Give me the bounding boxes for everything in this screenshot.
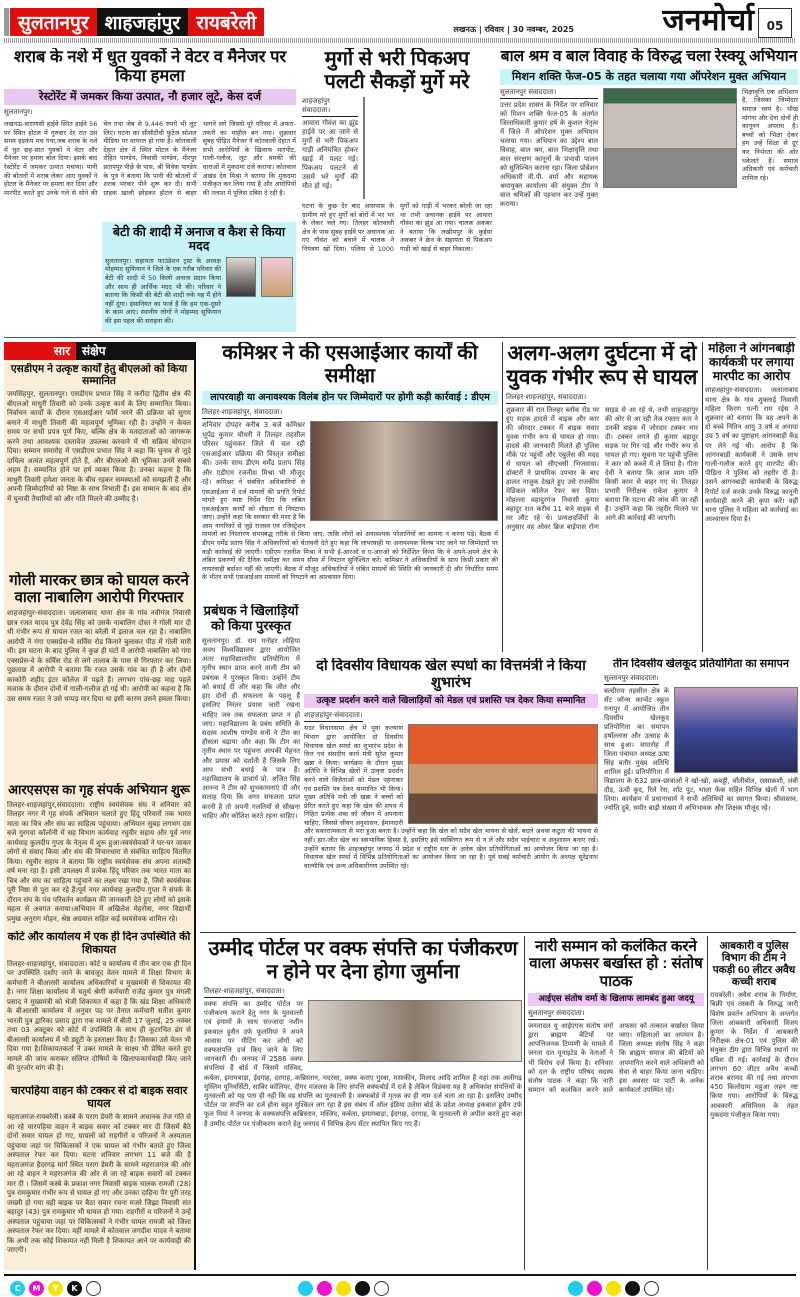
photo-waqf-meeting <box>308 1000 522 1062</box>
column-rule <box>707 936 708 1270</box>
black-dot <box>625 1281 640 1296</box>
story-waqf-registration <box>204 938 522 1270</box>
story-body: शुक्रवार की रात तिलहर ब्लॉक रोड पर हुए सड़क हादसे में बाइक और कार की जोरदार टक्कर में बाइक सवार युवक गंभीर रूप से घायल हो गया। हादसे की जानकारी मिलते ही पुलिस मौके पर पहुंची और एंबुलेंस की मदद से घायल को सीएचसी भिजवाया। डॉक्टरों ने प्राथमिक उपचार के बाद हालत नाजुक देखते हुए उसे राजकीय मेडिकल कॉलेज रेफर कर दिया। मोहल्ला बहादुरगंज निवासी कुमार बहादुर रात करीब 11 बजे बाइक से घर लौट रहे थे। प्रत्यक्षदर्शियों के अनुसार वह ओवर ब्रिज बाईपास रॉन्ग साइड से आ रहे थे, तभी शाहजहांपुर की ओर से आ रही तेज रफ्तार कार ने उनकी बाइक में जोरदार टक्कर मार दी। टक्कर लगते ही कुमार बहादुर सड़क पर गिर पड़े और गंभीर रूप से घायल हो गए। सूचना पर पहुंची पुलिस ने कार को कब्जे में ले लिया है। गीता देवी ने बताया कि आज शाम पति किसी काम से बाहर गए थे। तिलहर प्रभारी निरीक्षक राकेश कुमार ने बताया कि घटना की जांच की जा रही है। उन्होंने कहा कि तहरीर मिलने पर आगे की कार्रवाई की जाएगी। <box>506 406 698 532</box>
subheadline-dm-warning: लापरवाही या अनावश्यक विलंब होन पर जिम्मेदारों पर होगी कड़ी कार्रवाई : डीएम <box>202 391 498 405</box>
headline-daughter-wedding-help: बेटी की शादी में अनाज व कैश से किया मदद <box>112 225 286 254</box>
story-manager-rewards <box>202 604 300 930</box>
column-rule <box>702 342 703 652</box>
headline-rss-campaign: आरएसएस का गृह संपर्क अभियान शुरू <box>8 782 190 797</box>
story-body: जनतादल यू आईएएस संतोष वर्मा द्वारा ब्राह्मण बेटियों पर आपत्तिजनक टिप्पणी के मामले में जनता दल यूनाइटेड के नेताओं ने भी विरोध दर्ज किया है। शनिवार को दल के राष्ट्रीय परिषद सदस्य संतोष पाठक ने कहा कि नारी सम्मान को कलंकित करने वाले अफसर को तत्काल बर्खास्त किया जाए। महिलाओं का अपमान है। जिला अध्यक्ष संतोष सिंह ने कहा कि ब्राह्मण समाज की बेटियों को अपमानित करने वाले अधिकारी को सेवा से बाहर किया जाना चाहिए। इस अवसर पर पार्टी के अनेक कार्यकर्ता उपस्थित रहे। <box>528 1021 704 1095</box>
headline-illegal-liquor-seized: आबकारी व पुलिस विभाग की टीम ने पकड़ी 60 लीटर अवैध कच्ची शराब <box>712 940 796 989</box>
headline-waqf-registration: उम्मीद पोर्टल पर वक्फ संपत्ति का पंजीकरण न होने पर देना होगा जुर्माना <box>208 938 518 983</box>
cmyk-registration-left <box>10 1278 105 1297</box>
cyan-dot <box>568 1281 583 1296</box>
story-officer-dismissal <box>528 938 704 1270</box>
byline: तिलहर-शाहजहांपुर, संवाददाता। <box>506 393 586 404</box>
headline-sports-competition-closing: तीन दिवसीय खेलकूद प्रतियोगिता का समापन <box>612 658 789 670</box>
photo-officials-group <box>603 88 737 188</box>
subheadline-jdu-protest: आईएस संतोष वर्मा के खिलाफ लामबंद हुआ जदयू <box>528 993 704 1006</box>
story-sports-closing <box>604 658 798 930</box>
story-body: सदर विधानसभा क्षेत्र में युवा कल्याण विभाग द्वारा आयोजित दो दिवसीय विधायक खेल स्पर्धा का शुभारंभ प्रदेश के वित्त एवं संसदीय कार्य मंत्री सुरेश कुमार खन्ना ने किया। कार्यक्रम के दौरान मुख्य अतिथि ने विभिन्न खेलों में उत्कृष्ट प्रदर्शन करने वाले विजेताओं को मेडल पहनाकर एवं प्रशस्ति पत्र देकर सम्मानित भी किया। मुख्य अतिथि मंत्री जी खन्ना ने बच्चों को प्रेरित करते हुए कहा कि खेल की शपथ में निहित प्रत्येक शब्द को जीवन में अपनाना चाहिए, जिससे जीवन अनुशासन, ईमानदारी और सकारात्मकता से भरा हुआ बनता है। उन्होंने कहा कि खेल को सदैव खेल भावना से खेलें, बदले अथवा कटुता की भावना से नहीं। हार-जीत खेल का स्वाभाविक हिस्सा है, इसलिए इसे व्यक्तिगत रूप से न लें और सदैव भाईचारा व अनुशासन बनाए रखें। उन्होंने बताया कि शाहजहांपुर जनपद में प्रदेश व राष्ट्रीय स्तर के अनेक खेल प्रतियोगिताओं का आयोजन किया जा रहा है। विधायक खेल स्पर्धा में विभिन्न प्रतियोगिताओं का आयोजन किया जा रहा है। पूर्व सबई कर्मचारी आयोग के अध्यक्ष सुरेंद्रनाथ वाल्मीकि एवं अन्य अधिकारीगण उपस्थित रहे। <box>304 724 598 870</box>
headline-mla-sports-competition: दो दिवसीय विधायक खेल स्पर्धा का वित्तमंत्री ने किया शुभारंभ <box>316 658 586 691</box>
registration-mark-icon <box>86 1281 101 1296</box>
byline: तिलहर-शाहजहांपुर, संवाददाता। <box>204 987 284 998</box>
yellow-dot <box>606 1281 621 1296</box>
photo-students-sports <box>674 687 798 773</box>
magenta-dot <box>317 1281 332 1296</box>
section-divider <box>200 932 796 933</box>
byline: सुलतानपुर संवाददाता। <box>528 1009 584 1020</box>
masthead-left-bar <box>4 8 9 36</box>
story-text-wrap <box>604 687 798 930</box>
story-mla-sports <box>304 658 598 930</box>
section-tab-raebareli: रायबरेली <box>188 8 264 36</box>
story-illegal-liquor <box>710 940 798 1270</box>
byline: सुल्तानपुर संवाददाता। <box>604 674 659 685</box>
footer-rule <box>4 1274 796 1276</box>
story-body: महराजगंज-रायबरेली। कस्बे के पराग डेयरी के सामने अचानक तेज गति से आ रहे चारपहिया वाहन ने बाइक सवार को टक्कर मार दी जिसमें बैठे दोनों सवार घायल हो गए, घायलों को राहगीरों व परिजनों ने अस्पताल पहुंचाया जहां पर चिकित्सकों ने एक घायल को गंभीर बताते हुए जिला अस्पताल रेफर कर दिया। घटना शनिवार लगभग 11 बजे की है महराजगंज हैदरगढ़ मार्ग स्थित पराग डेयरी के सामने महराजगंज की ओर आ रहे वाहन ने महराजगंज की ओर से जा रहे बाइक सवारों को टक्कर मार दी । जिसमें कस्बे के प्रकाश नगर निवासी बाइक चालक रामजी (28) पुत्र रामकुमार गंभीर रूप से घायल हो गए और उनका दाहिना पैर पूरी तरह जख्मी हो गया वही बाइक पर बैठा सवार रचना मजरे जिझा निवासी संत बहादुर (43) पुत्र रामकुमार भी घायल हो गया। राहगीरों व परिजनों ने उन्हें अस्पताल पहुंचाया जहां पर चिकित्सकों ने गंभीर घायल रामजी को जिला अस्पताल रेफर कर दिया। वहीं मामले में कोतवाल जगदीश यादव ने बताया कि अभी तक कोई शिकायत नहीं मिली है शिकायत आने पर कार्यवाही की जाएगी। <box>7 1113 191 1255</box>
cmyk-y-dot: Y <box>48 1281 63 1296</box>
help-box-body: सुलतानपुर। सहायता फाउंडेशन ट्रस्ट के अध्यक्ष मोहम्मद सुफियान ने जिले के एक गरीब परिवार की बेटी की शादी में 50 किलो अनाज प्रदान किया और साथ ही आर्थिक मदद भी की। परिवार ने बताया कि किसी की बेटी की शादी रुके यह मैं होने नहीं दूंगा। इंसानियत का फर्ज है कि हम एक-दूसरे के काम आएं। स्थानीय लोगों ने मोहम्मद सुफियान की इस पहल की सराहना की। <box>105 256 221 325</box>
sar-title-red: सार <box>4 342 76 360</box>
headline-anganwadi-assault: महिला ने आंगनबाड़ी कार्यकत्री पर लगाया मारपीट का आरोप <box>708 342 795 383</box>
story-liquor-attack <box>4 48 296 220</box>
story-body: शाहजहांपुर-संवाददाता। जलालाबाद थाना क्षेत्र के गांव शुक्लाई निवासी महिला किरण पत्नी राम रईस ने शुक्रवार को बताया कि वह अपने के दो बच्चे नितिन आयु 3 वर्ष व अनाया उम्र 5 वर्ष का पुष्टाहार आंगनबाड़ी केंद्र पर लेने गई थी। आरोप है कि आंगनबाड़ी कार्यकत्री ने उसके साथ गाली-गलौज करते हुए मारपीट की। पीड़िता ने पुलिस को तहरीर दी है। उसने आंगनबाड़ी कार्यकत्री के विरुद्ध रिपोर्ट दर्ज करके उनके विरुद्ध कानूनी कार्यवाही करने की कृपा करें। वहीं थाना पुलिस ने महिला को कार्रवाई का आश्वासन दिया है। <box>705 386 798 524</box>
headline-court-office-attendance: कोर्ट और कार्यालय में एक ही दिन उपस्थिति की शिकायत <box>7 931 191 956</box>
story-body: तिलहर-शाहजहांपुर,संवाददाता। राष्ट्रीय स्वयंसेवक संघ ने शनिवार को तिलहर नगर में गृह संपर्क अभियान चलाते हुए हिंदू परिवारों तक भारत माता का चित्र और संघ का साहित्य पहुंचाया। अभियान सुबह लगभग दस बजे गुरगवां कॉलोनी में सह विभाग कार्यवाह रघुवीर सहाय और पूर्व नगर कार्यवाह कुलदीप गुप्ता के नेतृत्व में शुरू हुआ।स्वयंसेवकों ने घर-घर जाकर लोगों से संवाद किया और संघ की विचारधारा से संबंधित साहित्य वितरित किया। रघुवीर सहाय ने बताया कि राष्ट्रीय स्वयंसेवक संघ अपना शताब्दी वर्ष मना रहा है। इसी उपलक्ष्य में प्रत्येक हिंदू परिवार तक भारत माता का चित्र और संघ का साहित्य पहुंचाने का लक्ष्य रखा गया है, जिसे स्वयंसेवक पूरी निष्ठा से पूरा कर रहे हैं।पूर्व नगर कार्यवाह कुलदीप गुप्ता ने संपर्क के दौरान संघ के पंच परिवर्तन कार्यक्रम की जानकारी देते हुए लोगों को इसके महत्व से अवगत कराया।अभियान में अखिलेश मेहरोत्रा, नगर विद्यार्थी प्रमुख अनुराग मोहन, श्रेष्ठ अग्रवाल सहित कई स्वयंसेवक शामिल रहे। <box>7 800 191 923</box>
black-dot <box>355 1281 370 1296</box>
story-lead: आवारा गौवंश का झुंड हाईवे पर आ जाने से मुर्गों से भरी पिकअप गाड़ी अनियंत्रित होकर खाई में पलट गई। पिकअप पलटने से उसमें भरे मुर्गों की मौत हो गई। <box>302 119 358 190</box>
cmyk-k-dot: K <box>67 1281 82 1296</box>
magenta-dot <box>587 1281 602 1296</box>
story-text-wrap <box>202 421 498 600</box>
section-tab-sultanpur: सुलतानपुर <box>10 8 97 36</box>
help-box <box>102 222 296 332</box>
headline-manager-rewards-players: प्रबंधक ने खिलाड़ियों को किया पुरस्कृत <box>203 604 299 633</box>
yellow-dot <box>336 1281 351 1296</box>
registration-mark-icon <box>644 1281 659 1296</box>
headline-officer-dismissal-demand: नारी सम्मान को कलंकित करने वाला अफसर बर्खास्त हो : संतोष पाठक <box>529 938 703 990</box>
story-body: रायबरेली। अवैध शराब के निर्माण, बिक्री एवं तस्करी के विरुद्ध जारी विशेष प्रवर्तन अभियान के अन्तर्गत जिला आबकारी अधिकारी विजय कुमार के निर्देश में आबकारी निरीक्षक क्षेत्र-01 एवं पुलिस की संयुक्त टीम द्वारा विभिन्न स्थानों पर दबिश दी गई। कार्रवाई के दौरान लगभग 60 लीटर अवैध कच्ची शराब बरामद की गई तथा लगभग 450 किलोग्राम महुआ लहन नष्ट किया गया। आरोपियों के विरुद्ध आबकारी अधिनियम के तहत मुकदमा पंजीकृत किया गया। <box>710 991 798 1119</box>
column-rule <box>524 936 525 1270</box>
byline: तिलहर-शाहजहांपुर, संवाददाता। <box>202 408 282 419</box>
sar-title-black: संक्षेप <box>76 342 194 360</box>
story-commissioner <box>202 342 498 600</box>
story-body: तिलहर-शाहजहांपुर, संवाददाता। कोर्ट व कार्यालय में तीन बार एक ही दिन पर उपस्थिति दर्शाए जाने के बावजूद वेतन मामले में शिक्षा विभाग के कर्मचारी ने बीआरसी कार्यालय अधिकारियों व मुख्यमंत्री से शिकायत की है। नगर शिक्षा कार्यालय में चतुर्थ श्रेणी कर्मचारी राजेंद्र कुमार पुत्र मंगली प्रसाद ने मुख्यमंत्री को भेजी शिकायत में कहा है कि खंड शिक्षा अधिकारी के बीआरसी कार्यालय में अनुचर पद पर तैनात कर्मचारी सतीश कुमार भारती पुत्र द्वारिका प्रसाद द्वारा एक मामले में बीती 17 जुलाई, 25 नवंबर तथा 03 अक्टूबर को कोर्ट में उपस्थिति के साथ ही कूटरचित ढंग से बीआरसी कार्यालय में भी ड्यूटी के हस्ताक्षर किए हैं। जिसका उसे वेतन भी दिया गया है।शिकायतकर्ता ने उक्त मामले के साक्ष्य भी प्रेषित करते हुए मामले की जांच कराकर संलिप्त दोषियों के खिलाफकार्यवाही किए जाने की पुरजोर मांग की है। <box>7 959 191 1073</box>
photo-grain-sack <box>261 257 293 297</box>
headline-liquor-attack: शराब के नशे में धुत युवकों ने वेटर व मैनेजर पर किया हमला <box>13 48 287 85</box>
photo-commissioner-meeting <box>310 421 498 521</box>
story-body: कमिश्नर ने संबंधित अधिकारियों से एसआईआर में दर्ज मामलों की प्रगति रिपोर्ट मांगते हुए स्पष्ट निर्देश दिए कि लंबित एसआईआर कार्यों को शीघ्रता से निपटाया जाए। उन्होंने कहा कि सरकार की मंशा है कि आम नागरिकों से जुड़े राजस्व एवं रजिस्ट्रेशन मामलों का निस्तारण समयबद्ध तरीके से किया जाए, ताकि लोगों को अनावश्यक परेशानियों का सामना न करना पड़े। बैठक में डीएम धर्मेंद्र प्रताप सिंह ने अधिकारियों को चेतावनी देते हुए कहा कि लापरवाही या अनावश्यक विलंब पाए जाने पर जिम्मेदारों पर कड़ी कार्रवाई की जाएगी। एडीएम रजनीश मिश्रा ने सभी ई-आरओ व ए-आरओ को निर्देशित किया कि वे अपने-अपने क्षेत्र के लंबित प्रकरणों की दैनिक समीक्षा कर समय सीमा में निपटान सुनिश्चित करें। कमिश्नर ने अधिकारियों के साथ किसी प्रकार की लापरवाही बर्दाश्त नहीं की जाएगी। बैठक में मौजूद अधिकारियों ने लंबित मामलों की स्थिति की जानकारी दी और निर्धारित समय के भीतर सभी एसआईआर मामलों को निपटाने का आश्वासन दिया। <box>202 478 498 582</box>
subheadline-liquor-attack: रेस्टोरेंट में जमकर किया उत्पात, नौ हजार लूटे, केस दर्ज <box>4 89 296 105</box>
page-number: 05 <box>758 8 792 38</box>
registration-mark-icon <box>374 1281 389 1296</box>
sar-column <box>4 342 196 1270</box>
headline-four-wheeler-collision: चारपहिया वाहन की टक्कर से दो बाइक सवार घायल <box>10 1085 188 1110</box>
story-pickup-overturned <box>302 48 492 334</box>
cmyk-c-dot: C <box>10 1281 25 1296</box>
story-text-wrap <box>204 1000 522 1270</box>
cmyk-registration-right <box>568 1278 663 1297</box>
story-text-wrap <box>304 724 598 930</box>
story-body: शाहजहांपुर-संवाददाता। जलालाबाद थाना क्षेत्र के गांव नवीगंज निवासी छात्र रजत यादव पुत्र देवेंद्र सिंह को उसके नाबालिग दोस्त ने गोली मार दी थी गंभीर रूप से घायल रजत का बरेली में इलाज चल रहा है। नाबालिग आरोपी ने गंगा एक्सप्रेस-वे सर्विस रोड किनारे बुलाकर पीठ में गोली मारी थी। इस घटना के बाद पुलिस ने कुछ ही घंटों में आरोपी नाबालिग को गंगा एक्सप्रेस-वे के सर्विस रोड से लगे तालाब के पास से गिरफ्तार कर लिया। पूछताछ में आरोपी ने बताया कि रजत उसके गांव का ही है और दोनों काकोरी शहीद इंटर कॉलेज में पढ़ते हैं। लगभग पांच-छह माह पहले मजाक के दौरान दोनों में गाली-गलौज हो गई थी। आरोपी का कहना है कि उस समय रजत ने उसे थप्पड़ मार दिया था इसी कारण उसने हमला किया। <box>7 609 191 703</box>
photo-accident-site <box>363 97 365 199</box>
cmyk-registration-center <box>298 1278 393 1297</box>
cmyk-m-dot: M <box>29 1281 44 1296</box>
cyan-dot <box>298 1281 313 1296</box>
section-tabs <box>10 8 264 36</box>
section-tab-shahjahanpur: शाहजहांपुर <box>97 8 189 36</box>
headline-commissioner-sir-review: कमिश्नर ने की एसआईआर कार्यों की समीक्षा <box>222 342 478 387</box>
story-body: बल्दीराय तहसील क्षेत्र के सेंट जॉन्स कान्वेंट स्कूल गनापुर में आयोजित तीन दिवसीय खेलकूद प्रतियोगिता का समापन हर्षोल्लास और उत्साह के साथ हुआ। समारोह में जिला पंचायत अध्यक्ष ऊषा सिंह बतौर मुख्य अतिथि शामिल हुईं। प्रतियोगिता में विद्यालय के 632 छात्र-छात्राओं ने खो-खो, कबड्डी, वॉलीबॉल, रस्साकशी, लंबी दौड़, ऊंची कूद, रिले रेस, शॉट पुट, भाला फेंक सहित विभिन्न खेलों में भाग लिया। कार्यक्रम में प्रधानाचार्य ने सभी अतिथियों का स्वागत किया। श्रीवास्तव, ज्योति दुबे, समीर बाढ़ी संख्या में अभिभावक और शिक्षक मौजूद रहे। <box>604 686 798 812</box>
byline: शाहजहांपुर-संवाददाता। <box>304 711 363 722</box>
story-two-accidents <box>506 342 698 652</box>
headline-child-labour-rescue: बाल श्रम व बाल विवाह के विरुद्ध चला रेस्क्यू अभियान <box>500 48 798 65</box>
newspaper-logo: जनमोर्चा <box>662 3 754 38</box>
story-anganwadi-assault <box>705 342 798 652</box>
headline-sdm-blo: एसडीएम ने उत्कृष्ट कार्यों हेतु बीएलओ को किया सम्मानित <box>10 363 188 388</box>
story-body-continued <box>6 225 98 331</box>
subheadline-medals-awarded: उत्कृष्ट प्रदर्शन करने वाले खिलाड़ियों को मेडल एवं प्रशस्ति पत्र देकर किया सम्मानित <box>304 694 598 708</box>
story-lead: शनिवार दोपहर करीब 3 बजे कमिश्नर भूपेंद्र कुमार चौधरी ने तिलहर तहसील परिसर पहुंचकर जिले में चल रही एसआईआर प्रक्रिया की विस्तृत समीक्षा की। उनके साथ डीएम धर्मेंद्र प्रताप सिंह और एडीएम रजनीश मिश्रा भी मौजूद रहे। <box>202 421 305 486</box>
story-body: जयसिंहपुर, सुलतानपुर। एसडीएम प्रभात सिंह ने करौंदा द्वितीय क्षेत्र की बीएलओ माधुरी तिवारी को उनके उत्कृष्ट कार्य के लिए सम्मानित किया। निर्वाचन कार्यों के दौरान एसआईआर फॉर्म भरने की प्रक्रिया को सुगम बनाने में माधुरी तिवारी की महत्वपूर्ण भूमिका रही है। उन्होंने न केवल समय पर सभी प्रपत्र पूर्ण किए, बल्कि क्षेत्र के मतदाताओं को जागरूक करने तथा आवश्यक दस्तावेज उपलब्ध करवाने में भी सक्रिय योगदान दिया। सम्मान समारोह में एसडीएम प्रभात सिंह ने कहा कि चुनाव से जुड़े दायित्व अत्यंत महत्वपूर्ण होते हैं, और बीएलओ की भूमिका उनमें सबसे अहम है। सम्मानित होने पर हर्ष व्यक्त किया है। उनका कहना है कि माधुरी तिवारी हमेशा जनता के बीच रहकर समस्याओं को समझती हैं और अपनी जिम्मेदारियों को निष्ठा के साथ निभाती हैं। इस सम्मान के बाद क्षेत्र में चुनावी तैयारियों को और गति मिलने की उम्मीद है। <box>7 390 191 503</box>
story-body: सुलतानपुर। डॉ. राम मनोहर लोहिया अवध विश्वविद्यालय द्वारा आयोजित अंतर महाविद्यालयीय प्रतियोगिता में तृतीय स्थान प्राप्त करने वाली टीम को प्रबंधक ने पुरस्कृत किया। उन्होंने टीम को बधाई दी और कहा कि जीत और हार दोनों ही सफलता के पहलू हैं इसलिए निरंतर प्रयास जारी रखना चाहिए जब तक सफलता प्राप्त न हो जाए। महाविद्यालय के प्रबंध समिति के सदस्य आशीष पाण्डेय सनी ने टीम का हौसला बढ़ाया और कहा कि टीम का तृतीय स्थान पर पहुंचना आपकी मेहनत और प्रयास को दर्शाती है जिसके लिए आप सभी बधाई के पात्र हैं। महाविद्यालय के प्राचार्य प्रो. अजित सिंह आनन्द ने टीम को शुभकामनाएं दी और सलाह दिया कि अगर सफलता प्राप्त करनी है तो अपनी गलतियों से सीखना चाहिए और कोशिश करते रहना चाहिए। <box>202 636 300 820</box>
photo-minister-stage <box>408 724 598 824</box>
story-side-column: भिक्षावृत्ति एक अभिशाप है, जिसका जिम्मेदार समाज स्वयं है। भीख मांगना और देना दोनों ही कानूनन अपराध है। बच्चों को भिक्षा देकर हम उन्हें शिक्षा से दूर कर निर्भरता की ओर धकेलते हैं। समाज अधिकारी एवं कर्मचारी शामिल रहे। <box>742 87 798 182</box>
headline-pickup-overturned: मुर्गो से भरी पिकअप पलटी सैकड़ों मुर्गे मरे <box>324 48 470 93</box>
story-body: वक्फ संपत्ति का उम्मीद पोर्टल पर पंजीकरण कराने हेतु नगर के मुतवल्ली एवं इमामों के साथ सज्जादा नशीन इकबाल हुसैन उर्फ फूलमियां ने अपने आवास पर मीटिंग कर लोगों को वक्फसंपत्ति दर्ज किए जाने के लिए जानकारी दी। जनपद में 2586 वक्फ संपत्तियां हैं बोर्ड में जिसमें मस्जिद, कर्बला, इमामबाड़ा, ईदगाह, दरगाह, कब्रिस्तान, मदरसा, वक्फ कराए गुरबा, मसाकीन, मिलाद आदि शामिल हैं यहां तक अलीगढ़ मुस्लिम यूनिवर्सिटी, साबिर कॉलियर, दीगर मजलस के लिए संपत्ति वक्फबोर्ड में दर्ज है लेकिन विडंबना यह है अधिकांश संपत्तियों के मुतवल्ली को यह पता ही नहीं कि वह संपत्ति का मुतवल्ली है। वक्फबोर्ड में मृतक का ही नाम दर्ज चला आ रहा है। इसलिए उम्मीद पोर्टल पर संपत्ति का दर्ज होना बहुत मुश्किल लग रहा है इस संबंध में ऑल इंडिया उलेमा बोर्ड के प्रदेश अध्यक्ष इकबाल हुसैन उर्फ फूल मियां ने जनपद के वक्फसंपत्ति कब्रिस्तान, मस्जिद, कर्बला, इमामबाड़ा, ईदगाह, दरगाह, के मुतवल्ली से अपील करते हुए कहा है उम्मीद पोर्टल पर पंजीकरण कराने हेतु जनपद में विभिन्न हेल्प सेंटर स्थापित किए गए हैं। <box>204 1000 522 1128</box>
photo-portrait <box>226 257 256 297</box>
story-body: घटना के कुछ देर बाद आसपास के ग्रामीण मरे हुए मुर्गों को बोरों में भर भर के लेकर चले गए। तिलहर कोतवाली क्षेत्र के पास सुबह हाईवे पर अचानक आ गए गौवंश को बचाने में चालक ने नियंत्रण खो दिया। पलिया से 1000 मुर्गों को गाड़ी में भरकर बरेली जा रहा था तभी अचानक हाईवे पर आवारा गौवंश का झुंड आ गया। चालक अकबर ने बताया कि लखीमपुर के कुईयां अकबर ने क्रेन के सहायता से पिकअप गाड़ी को खाई से बाहर निकाला। <box>302 202 492 253</box>
byline: शाहजहांपुर संवाददाता। <box>302 97 358 117</box>
subheadline-operation-mukt: मिशन शक्ति फेज-05 के तहत चलाया गया ऑपरेशन मुक्त अभियान <box>500 69 798 85</box>
byline: सुलतानपुर संवाददाता। <box>500 88 598 99</box>
masthead-divider <box>4 38 796 43</box>
story-body: लखनऊ-वाराणसी हाईवे स्थित हाईवे 56 पर स्थित होटल में गुरुवार देर रात उस समय हड़कंप मच गया,जब शराब के नशे में धुत छह-सात युवकों ने वेटर और मैनेजर पर हमला बोल दिया। इसके बाद रेस्टोरेंट में जमकर उत्पात मचाया। पानी की बोतलों में शराब लेकर आए युवकों ने होटल के मैनेजर पर हमला कर दिया और मारपीट करते हुए उनके गले से सोने की चेन तथा जेब से 9,446 रुपये भी लूट लिए। घटना का सीसीटीवी फुटेज सोशल मीडिया पर वायरल हो गया है। कोतवाली देहात क्षेत्र में स्थित मोटल के मैनेजर रोहित पाण्डेय, निवासी पाण्डेय, मीरपुर प्रतापपुर पीछे के पास, श्री विवेक पाण्डेय के पुत्र ने बताया कि पानी की बोतलों में शराब भरकर पीने शुरू कर दी। सभी ग्राहक खाली छोड़कर होटल से बाहर भागने लगे जिससे पूरे परिसर में अफरा-तफरी का माहौल बन गया। शुक्रवार सुबह पीड़ित मैनेजर ने कोतवाली देहात में सभी आरोपियों के खिलाफ मारपीट, गाली-गलौज, लूट और धमकी की धाराओं में मुकदमा दर्ज कराया। कोतवाल अखंड देव मिश्रा ने बताया कि मुकदमा पंजीकृत कर लिया गया है और आरोपियों की तलाश में पुलिस दबिश दे रही है। <box>4 119 296 197</box>
headline-two-accidents: अलग-अलग दुर्घटना में दो युवक गंभीर रूप से घायल <box>506 342 698 390</box>
dateline: लखनऊ | रविवार | 30 नवम्बर, 2025 <box>453 25 574 34</box>
section-divider <box>4 337 796 338</box>
headline-student-shot: गोली मारकर छात्र को घायल करने वाला नाबालिग आरोपी गिरफ्तार <box>9 571 189 607</box>
story-child-labour-rescue <box>500 48 798 334</box>
story-body: उत्तर प्रदेश शासन के निर्देश पर शनिवार को मिशन शक्ति फेज-05 के अंतर्गत जिलाधिकारी कुमार हर्ष के कुशल नेतृत्व में जिले में ऑपरेशन मुक्त अभियान चलाया गया। अभियान का उद्देश्य बाल विवाह, बाल श्रम, बाल भिक्षावृत्ति तथा बाल संरक्षण कानूनों के प्रभावी पालन को सुनिश्चित कराना रहा। जिला प्रोबेशन अधिकारी वी.पी. वर्मा और सहायक श्रमायुक्त कार्यालय की संयुक्त टीम ने बाल श्रमिकों की पहचान कर उन्हें मुक्त कराया। <box>500 100 598 208</box>
column-rule <box>502 342 503 652</box>
byline: सुलतानपुर। <box>4 107 33 116</box>
